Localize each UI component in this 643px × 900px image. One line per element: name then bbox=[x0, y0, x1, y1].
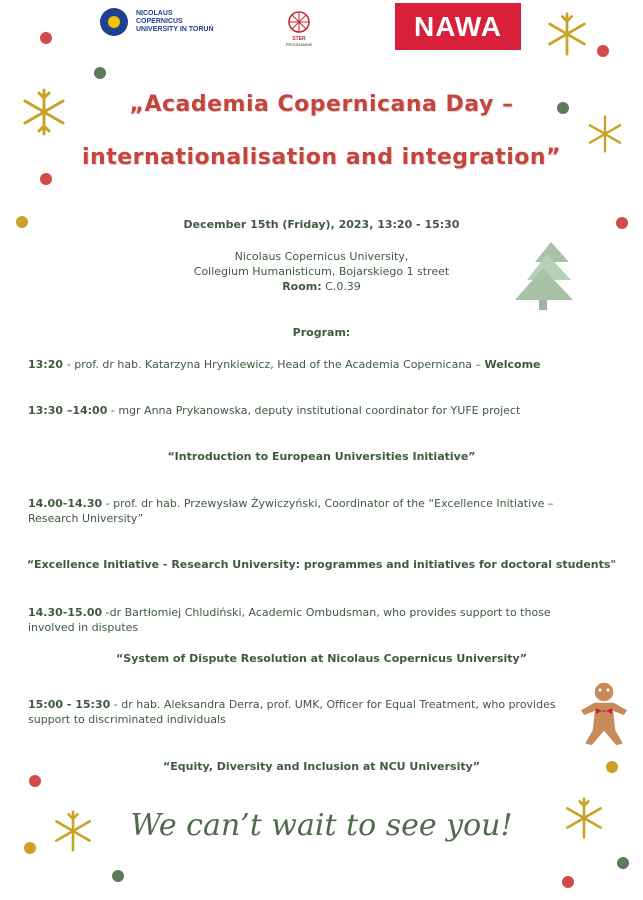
program-topic: “Equity, Diversity and Inclusion at NCU University” bbox=[163, 760, 480, 773]
program-text: - dr hab. Aleksandra Derra, prof. UMK, Officer for Equal Treatment, who provides support to discriminated individuals bbox=[28, 698, 556, 726]
program-item bbox=[28, 697, 558, 727]
decor-dot bbox=[616, 217, 628, 229]
decor-dot bbox=[597, 45, 609, 57]
program-item bbox=[28, 496, 588, 526]
decor-dot bbox=[606, 761, 618, 773]
program-text: - mgr Anna Prykanowska, deputy institutional coordinator for YUFE project bbox=[107, 404, 521, 417]
decor-dot bbox=[112, 870, 124, 882]
event-date: December 15th (Friday), 2023, 13:20 - 15:30 bbox=[183, 218, 460, 231]
venue-line-2: Collegium Humanisticum, Bojarskiego 1 street bbox=[193, 265, 450, 278]
program-topic: “Introduction to European Universities Initiative” bbox=[167, 450, 476, 463]
decor-dot bbox=[94, 67, 106, 79]
program-bold-tail: Welcome bbox=[484, 358, 541, 371]
decor-dot bbox=[29, 775, 41, 787]
title-line-2: internationalisation and integration” bbox=[82, 145, 561, 170]
closing-message: We can’t wait to see you! bbox=[130, 808, 513, 843]
program-text: -dr Bartłomiej Chludiński, Academic Ombudsman, who provides support to those involved in disputes bbox=[28, 606, 551, 634]
christmas-tree-icon bbox=[513, 240, 573, 312]
gingerbread-man-icon bbox=[576, 680, 632, 748]
ster-logo-line2: PROGRAMME bbox=[285, 42, 313, 47]
ster-emblem-icon bbox=[285, 10, 313, 36]
program-heading: Program: bbox=[292, 326, 351, 339]
program-topic: “Excellence Initiative - Research University: programmes and initiatives for doctoral students" bbox=[26, 558, 617, 571]
ncu-logo bbox=[100, 8, 216, 36]
decor-dot bbox=[24, 842, 36, 854]
program-time: 14.00-14.30 bbox=[28, 497, 103, 510]
program-time: 13:30 –14:00 bbox=[28, 404, 108, 417]
program-item bbox=[28, 403, 588, 418]
room-label: Room: bbox=[282, 280, 322, 293]
venue-line-1: Nicolaus Copernicus University, bbox=[234, 250, 409, 263]
ster-logo bbox=[277, 10, 321, 47]
snowflake-icon bbox=[52, 810, 94, 852]
snowflake-icon bbox=[545, 12, 589, 56]
title-line-1: „Academia Copernicana Day – bbox=[129, 92, 514, 117]
ncu-emblem-icon bbox=[100, 8, 128, 36]
nawa-logo: NAWA bbox=[395, 3, 521, 50]
decor-dot bbox=[16, 216, 28, 228]
program-text: - prof. dr hab. Katarzyna Hrynkiewicz, Head of the Academia Copernicana – bbox=[66, 358, 485, 371]
program-item bbox=[28, 357, 588, 372]
decor-dot bbox=[617, 857, 629, 869]
program-text: - prof. dr hab. Przewysław Żywiczyński, Coordinator of the “Excellence Initiative – Research University” bbox=[28, 497, 554, 525]
snowflake-icon bbox=[586, 115, 624, 153]
decor-dot bbox=[562, 876, 574, 888]
program-topic: “System of Dispute Resolution at Nicolaus Copernicus University” bbox=[116, 652, 527, 665]
program-time: 15:00 - 15:30 bbox=[28, 698, 111, 711]
room-value: C.0.39 bbox=[321, 280, 361, 293]
decor-dot bbox=[40, 32, 52, 44]
snowflake-icon bbox=[563, 797, 605, 839]
decor-dot bbox=[40, 173, 52, 185]
decor-dot bbox=[557, 102, 569, 114]
program-item bbox=[28, 605, 588, 635]
ster-logo-line1: STER bbox=[292, 36, 306, 42]
program-time: 14.30-15.00 bbox=[28, 606, 103, 619]
snowflake-icon bbox=[20, 88, 68, 136]
program-time: 13:20 bbox=[28, 358, 67, 371]
ncu-logo-text: NICOLAUS COPERNICUS UNIVERSITY IN TORUŃ bbox=[136, 10, 214, 33]
